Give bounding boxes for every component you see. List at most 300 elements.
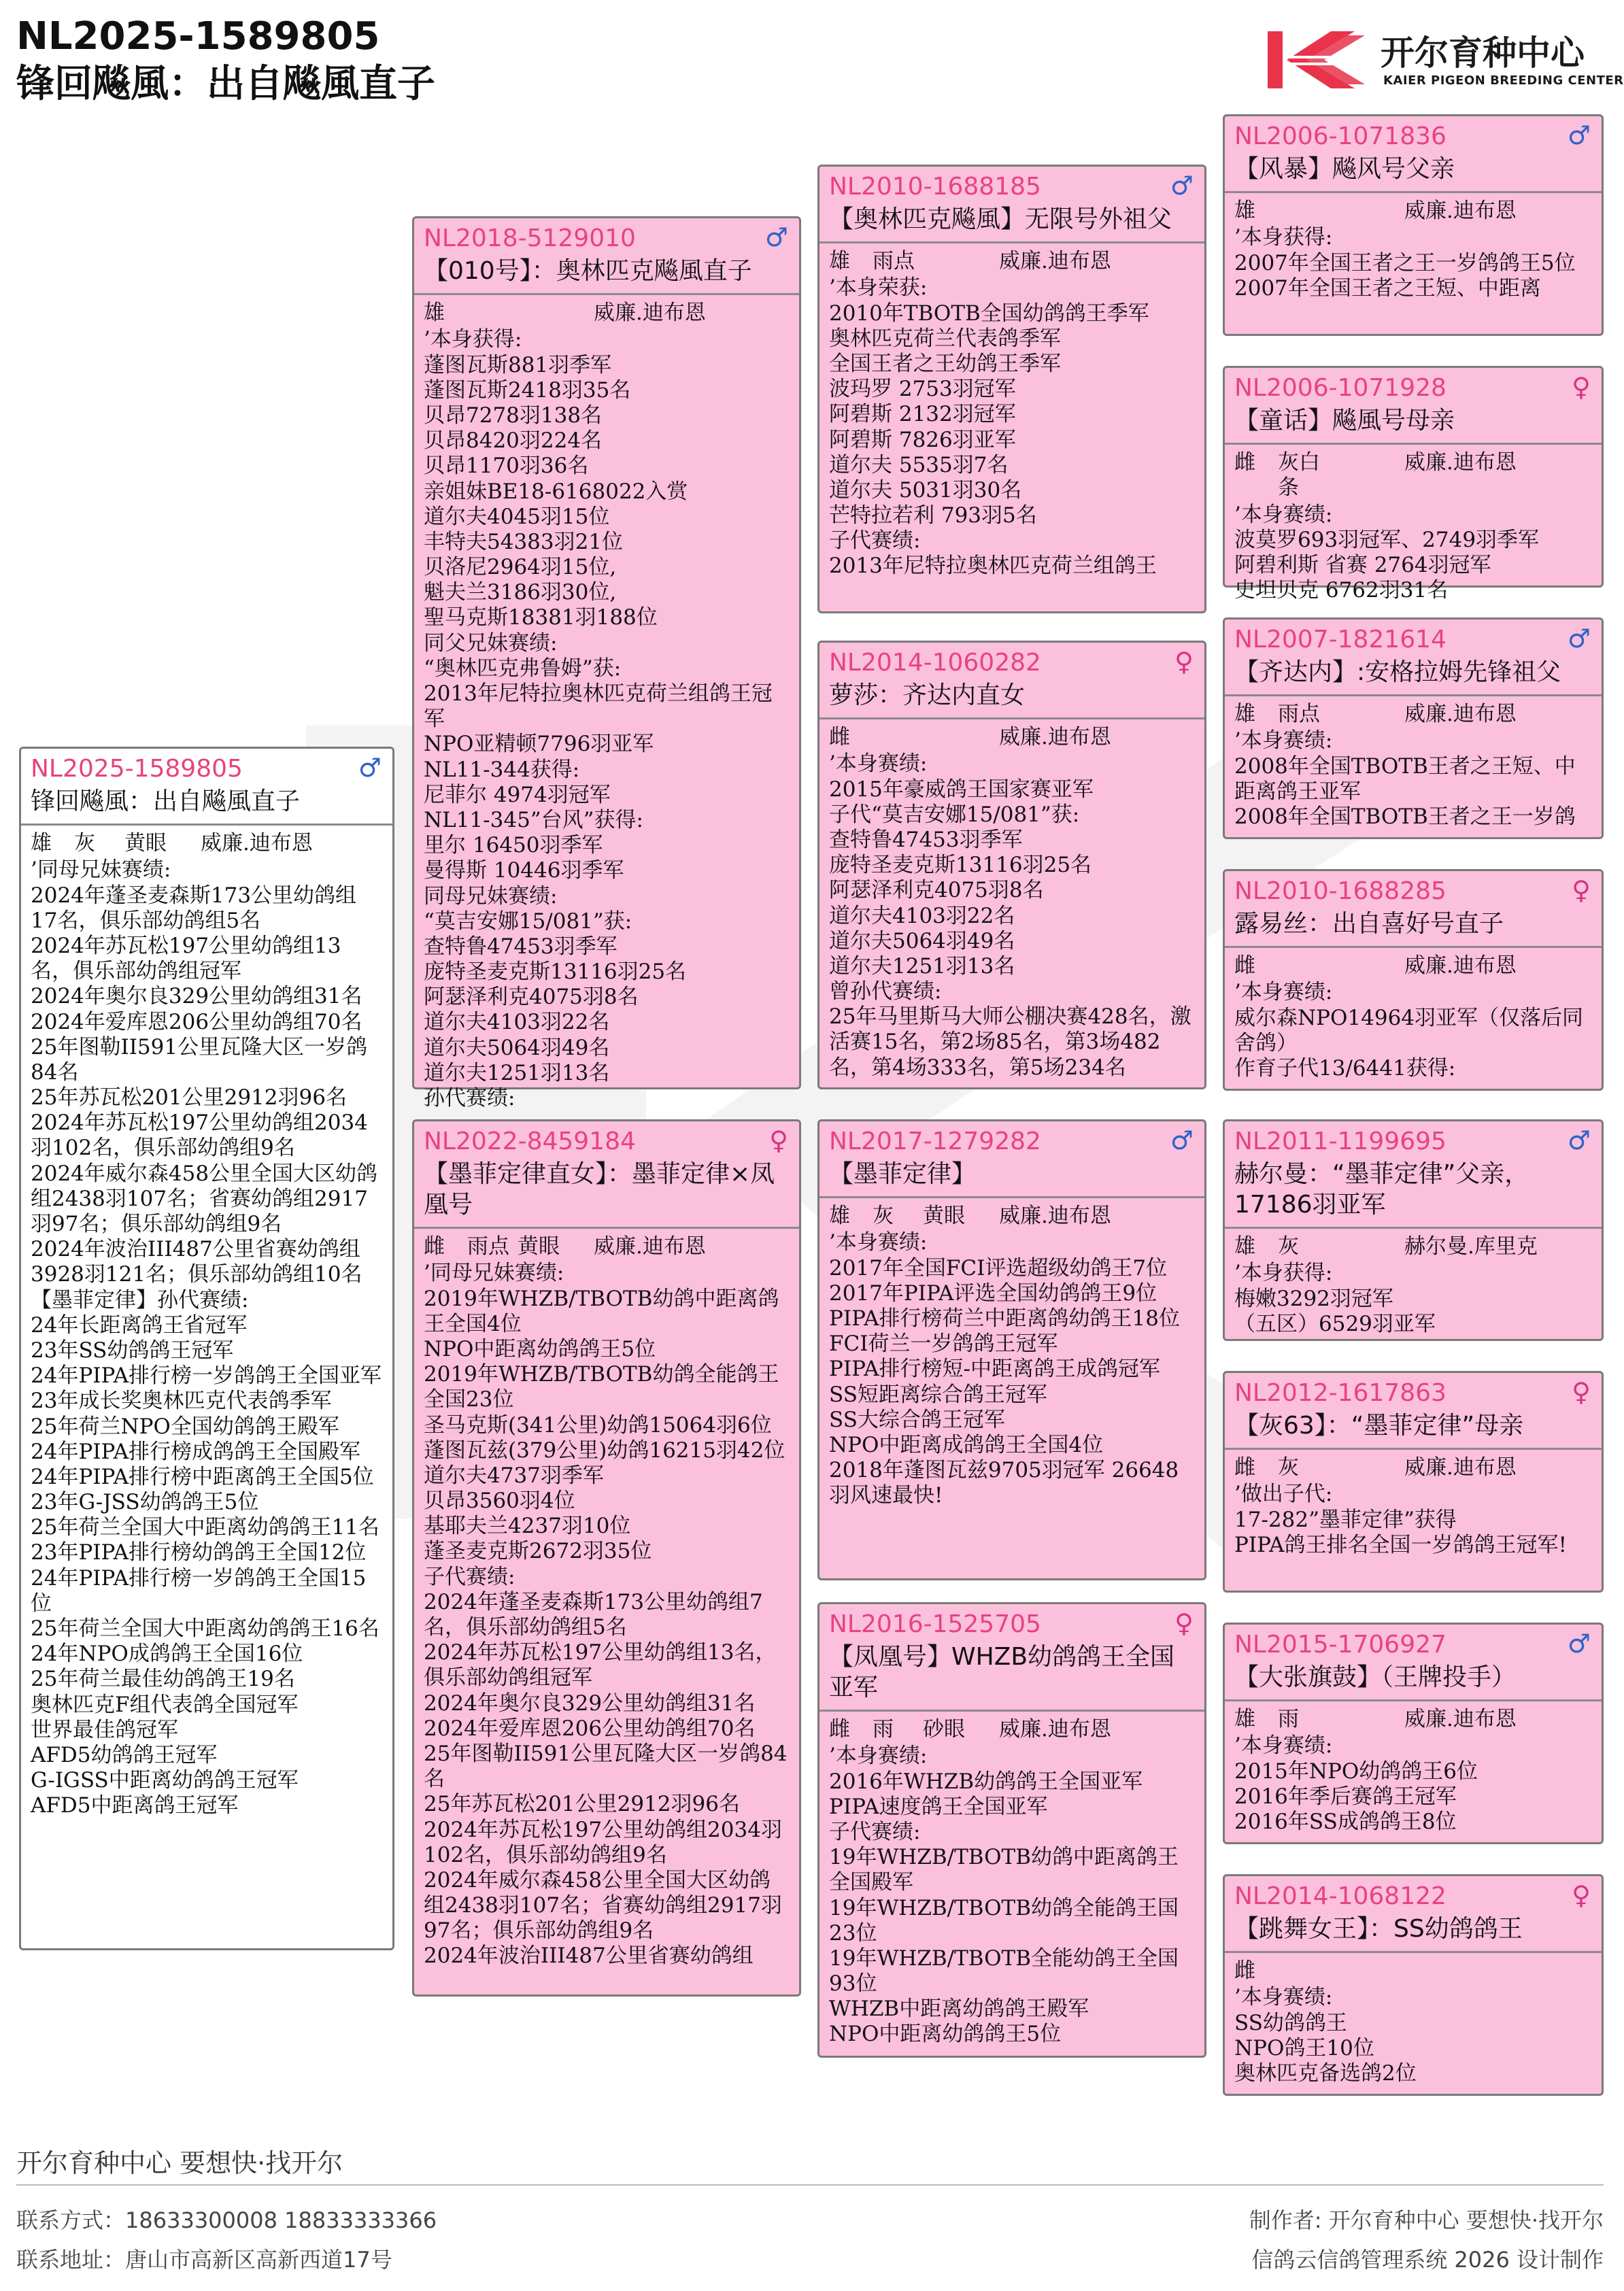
female-icon: ♀ <box>1174 1608 1194 1638</box>
record-line: ’本身赛绩: <box>1234 502 1333 527</box>
attr-2 <box>1328 450 1404 500</box>
record-line: 25年苏瓦松201公里2912羽96名 <box>31 1085 347 1110</box>
record-line: 蓬圣麦克斯2672羽35位 <box>424 1539 652 1564</box>
footer-contact <box>16 2203 437 2235</box>
record-line: 25年图勒II591公里瓦隆大区一岁鸽84名 <box>424 1741 788 1792</box>
record-line: 子代赛绩: <box>424 1564 515 1589</box>
record-line: 聖马克斯18381羽188位 <box>424 605 658 630</box>
record-line: 2018年蓬图瓦兹9705羽冠军 26648羽风速最快! <box>829 1458 1179 1508</box>
pigeon-attributes <box>829 1717 1195 1742</box>
ring-number-text: NL2016-1525705 <box>829 1610 1041 1638</box>
record-line: 同父兄妹赛绩: <box>424 630 558 656</box>
record-line: 2024年蓬圣麦森斯173公里幼鸽组17名，俱乐部幼鸽组5名 <box>31 883 357 933</box>
card-header <box>819 1604 1204 1712</box>
card-body <box>819 719 1204 1086</box>
male-icon: ♂ <box>1567 624 1591 654</box>
attr-1: 灰白条 <box>1278 450 1320 500</box>
pigeon-attributes <box>1234 450 1592 500</box>
attr-3: 威廉.迪布恩 <box>201 831 313 856</box>
record-line: 24年PIPA排行榜成鸽鸽王全国殿军 <box>31 1439 360 1464</box>
card-sire-dam[interactable] <box>817 641 1206 1089</box>
record-line: 里尔 16450羽季军 <box>424 833 603 858</box>
attr-1: 灰 <box>74 831 95 856</box>
record-line: 贝昂8420羽224名 <box>424 428 603 454</box>
attr-2 <box>1328 1707 1404 1732</box>
card-header <box>1225 368 1602 445</box>
record-line: ’本身获得: <box>1234 1261 1333 1286</box>
ring-number <box>829 172 1195 201</box>
attr-3: 威廉.迪布恩 <box>594 1234 706 1259</box>
record-line: ’本身赛绩: <box>1234 1733 1333 1759</box>
pigeon-attributes <box>1234 1234 1592 1259</box>
ring-number-text: NL2014-1068122 <box>1234 1882 1447 1910</box>
record-line: 蓬图瓦斯881羽季军 <box>424 352 612 377</box>
record-line: 2016年WHZB幼鸽鸽王全国亚军 <box>829 1769 1143 1794</box>
card-header <box>1225 1121 1602 1229</box>
pigeon-name: 赫尔曼：“墨菲定律”父亲，17186羽亚军 <box>1234 1160 1529 1219</box>
record-line: 基耶夫兰4237羽10位 <box>424 1514 631 1539</box>
card-dss[interactable] <box>1223 1119 1604 1341</box>
record-line: 同母兄妹赛绩: <box>424 883 558 909</box>
pigeon-attributes <box>829 249 1195 274</box>
male-icon: ♂ <box>1567 1629 1591 1659</box>
attr-3: 威廉.迪布恩 <box>1404 1707 1517 1732</box>
male-icon: ♂ <box>358 753 382 783</box>
record-line: NPO中距离成鸽鸽王全国4位 <box>829 1432 1104 1457</box>
record-line: 道尔夫5064羽49名 <box>829 928 1015 953</box>
card-body <box>819 1198 1204 1514</box>
record-line: 波玛罗 2753羽冠军 <box>829 377 1016 402</box>
attr-0: 雄 <box>1234 199 1255 224</box>
record-line: 2024年苏瓦松197公里幼鸽组2034羽102名，俱乐部幼鸽组9名 <box>424 1817 782 1867</box>
record-line: G-IGSS中距离幼鸽鸽王冠军 <box>31 1768 299 1793</box>
attr-1 <box>1278 199 1328 224</box>
card-sss[interactable] <box>1223 114 1604 336</box>
record-line: NPO中距离幼鸽鸽王5位 <box>424 1336 656 1361</box>
contact-label: 联系方式： <box>16 2207 126 2233</box>
card-header <box>1225 116 1602 193</box>
pigeon-name: 【大张旗鼓】（王牌投手） <box>1234 1663 1517 1692</box>
card-body <box>819 1712 1204 2052</box>
attr-0: 雌 <box>829 725 850 750</box>
record-line: 2017年PIPA评选全国幼鸽鸽王9位 <box>829 1280 1157 1306</box>
record-line: “奥林匹克弗鲁姆”获: <box>424 656 622 681</box>
ring-number-text: NL2010-1688185 <box>829 173 1041 201</box>
record-line: 19年WHZB/TBOTB幼鸽全能鸽王国23位 <box>829 1895 1179 1946</box>
record-line: 2008年全国TBOTB王者之王一岁鸽 <box>1234 804 1576 829</box>
record-line: 25年荷兰NPO全国幼鸽鸽王殿军 <box>31 1414 339 1439</box>
record-line: 24年PIPA排行榜一岁鸽鸽王全国15位 <box>31 1565 367 1616</box>
card-subject[interactable] <box>19 747 394 1950</box>
record-line: NL11-345”台风”获得: <box>424 807 643 832</box>
attr-0: 雌 <box>1234 1958 1255 1984</box>
record-line: 2007年全国王者之王一岁鸽鸽王5位 <box>1234 250 1576 275</box>
attr-0: 雄 <box>31 831 52 856</box>
ring-number <box>829 648 1195 677</box>
card-header <box>414 218 799 295</box>
record-line: 孙代赛绩: <box>424 1086 515 1110</box>
record-line: ’本身赛绩: <box>829 751 928 777</box>
ring-number-text: NL2007-1821614 <box>1234 626 1447 654</box>
attr-1 <box>1278 953 1328 979</box>
record-line: 2019年WHZB/TBOTB幼鸽中距离鸽王全国4位 <box>424 1286 779 1336</box>
address-value: 唐山市高新区高新西道17号 <box>125 2247 392 2273</box>
record-line: 24年PIPA排行榜中距离鸽王全国5位 <box>31 1464 374 1489</box>
record-line: 2024年威尔森458公里全国大区幼鸽组2438羽107名；省赛幼鸽组2917羽97名；俱乐部幼鸽组9名 <box>424 1867 782 1944</box>
ring-number-text: NL2011-1199695 <box>1234 1127 1447 1155</box>
record-line: 25年图勒II591公里瓦隆大区一岁鸽84名 <box>31 1034 368 1085</box>
record-line: 曾孙代赛绩: <box>829 979 942 1004</box>
record-line: 子代赛绩: <box>829 1819 921 1844</box>
attr-2 <box>923 249 999 274</box>
record-line: ’本身赛绩: <box>829 1230 928 1255</box>
pigeon-attributes <box>424 1234 790 1259</box>
male-icon: ♂ <box>764 222 788 252</box>
record-line: 道尔夫4103羽22名 <box>424 1010 610 1035</box>
attr-3: 威廉.迪布恩 <box>1404 1455 1517 1480</box>
contact-value[interactable]: 18633300008 18833333366 <box>125 2207 437 2233</box>
record-line: 2013年尼特拉奥林匹克荷兰组鸽王冠军 <box>424 681 773 732</box>
record-line: “莫吉安娜15/081”获: <box>424 909 632 934</box>
card-header <box>1225 871 1602 948</box>
pigeon-name: 【灰63】：“墨菲定律”母亲 <box>1234 1412 1524 1440</box>
attr-1: 灰 <box>1278 1234 1299 1259</box>
ring-number <box>424 224 790 253</box>
record-line: 波莫罗693羽冠军、2749羽季军 <box>1234 527 1540 552</box>
record-line: 查特鲁47453羽季军 <box>829 827 1023 852</box>
pigeon-name: 萝莎：齐达内直女 <box>829 681 1026 710</box>
record-line: 尼菲尔 4974羽冠军 <box>424 782 611 807</box>
pigeon-name: 【童话】飚風号母亲 <box>1234 407 1455 435</box>
record-line: 2013年尼特拉奥林匹克荷兰组鸽王 <box>829 554 1157 579</box>
record-line: SS短距离综合鸽王冠军 <box>829 1382 1047 1407</box>
card-header <box>414 1121 799 1229</box>
record-line: 道尔夫5064羽49名 <box>424 1035 610 1060</box>
attr-3 <box>1404 1958 1540 1984</box>
attr-0: 雄 <box>1234 1707 1255 1732</box>
card-dam[interactable] <box>412 1119 801 1997</box>
record-line: 2007年全国王者之王短、中距离 <box>1234 275 1541 301</box>
pigeon-name: 【010号】：奥林匹克飚風直子 <box>424 257 752 286</box>
record-line: 2015年NPO幼鸽鸽王6位 <box>1234 1759 1478 1784</box>
record-line: NL11-344获得: <box>424 757 580 782</box>
record-line: ’本身赛绩: <box>1234 980 1333 1005</box>
card-dsd[interactable] <box>1223 1371 1604 1593</box>
record-line: 2016年季后赛鸽王冠军 <box>1234 1784 1457 1809</box>
attr-3: 威廉.迪布恩 <box>999 249 1111 274</box>
card-ddd[interactable] <box>1223 1874 1604 2096</box>
record-line: 25年荷兰全国大中距离幼鸽鸽王11名 <box>31 1515 379 1540</box>
page-subtitle: 锋回飚風：出自飚風直子 <box>16 62 435 106</box>
pigeon-attributes <box>829 725 1195 750</box>
male-icon: ♂ <box>1567 120 1591 150</box>
ring-number <box>31 754 383 783</box>
record-line: 2024年蓬圣麦森斯173公里幼鸽组7名，俱乐部幼鸽组5名 <box>424 1589 763 1640</box>
card-sire-sire[interactable] <box>817 165 1206 613</box>
record-line: SS幼鸽鸽王 <box>1234 2010 1347 2035</box>
record-line: 威尔森NPO14964羽亚军（仅落后同舍鸽） <box>1234 1005 1584 1055</box>
attr-1: 灰 <box>873 1204 894 1229</box>
record-line: 2024年苏瓦松197公里幼鸽组2034羽102名，俱乐部幼鸽组9名 <box>31 1110 368 1161</box>
record-line: 庞特圣麦克斯13116羽25名 <box>424 960 687 985</box>
ring-number <box>1234 373 1592 403</box>
record-line: 24年长距离鸽王省冠军 <box>31 1312 248 1338</box>
logo-english: KAIER PIGEON BREEDING CENTER <box>1383 73 1624 88</box>
card-dam-dam[interactable] <box>817 1602 1206 2058</box>
record-line: 圣马克斯(341公里)幼鸽15064羽6位 <box>424 1412 772 1438</box>
ring-number <box>1234 1630 1592 1659</box>
card-sire[interactable] <box>412 216 801 1110</box>
pigeon-attributes <box>1234 199 1592 224</box>
ring-number-text: NL2006-1071836 <box>1234 122 1447 150</box>
record-line: AFD5幼鸽鸽王冠军 <box>31 1742 218 1767</box>
pigeon-attributes <box>1234 702 1592 727</box>
card-body <box>1225 1229 1602 1342</box>
record-line: ’做出子代: <box>1234 1482 1333 1507</box>
record-line: 阿碧斯 2132羽冠军 <box>829 402 1016 427</box>
pigeon-name: 【齐达内】:安格拉姆先锋祖父 <box>1234 658 1561 687</box>
attr-2: 砂眼 <box>923 1717 965 1742</box>
record-line: 奥林匹克荷兰代表鸽季军 <box>829 326 1061 351</box>
attr-3: 威廉.迪布恩 <box>999 1717 1111 1742</box>
record-line: 丰特夫54383羽21位 <box>424 529 624 554</box>
record-line: 2010年TBOTB全国幼鸽鸽王季军 <box>829 301 1149 326</box>
attr-2 <box>1328 1234 1404 1259</box>
footer-maker: 制作者: 开尔育种中心 要想快·找开尔 <box>1249 2207 1604 2233</box>
card-body <box>21 826 392 1824</box>
attr-2 <box>1328 199 1404 224</box>
record-line: 魁夫兰3186羽30位, <box>424 580 617 605</box>
record-line: 芒特拉若利 793羽5名 <box>829 503 1037 528</box>
card-body <box>1225 193 1602 307</box>
logo-name: 开尔育种中心 <box>1381 33 1585 73</box>
record-line: 曼得斯 10446羽季军 <box>424 858 624 883</box>
record-line: 贝昂3560羽4位 <box>424 1489 575 1514</box>
female-icon: ♀ <box>769 1125 788 1155</box>
attr-1: 雨 <box>873 1717 894 1742</box>
pigeon-name: 【奥林匹克飚風】无限号外祖父 <box>829 205 1172 234</box>
footer-system: 信鸽云信鸽管理系统 2026 设计制作 <box>1251 2247 1604 2273</box>
card-ssd[interactable] <box>1223 366 1604 603</box>
pigeon-attributes <box>1234 1455 1592 1480</box>
card-sdd[interactable] <box>1223 869 1604 1091</box>
record-line: 【墨菲定律】孙代赛绩: <box>31 1287 249 1312</box>
record-line: 2015年豪威鸽王国家赛亚军 <box>829 777 1094 802</box>
record-line: 2008年全国TBOTB王者之王短、中距离鸽王亚军 <box>1234 753 1576 804</box>
record-line: 道尔夫1251羽13名 <box>424 1060 610 1085</box>
pigeon-attributes <box>829 1204 1195 1229</box>
record-line: ’本身赛绩: <box>829 1744 928 1769</box>
record-line: 24年PIPA排行榜一岁鸽鸽王全国亚军 <box>31 1363 382 1389</box>
record-line: ’本身获得: <box>424 327 522 352</box>
record-line: 道尔夫4103羽22名 <box>829 903 1015 928</box>
record-line: 25年马里斯马大师公棚决赛428名，激活赛15名，第2场85名，第3场482名，第4场333名，第5场234名 <box>829 1004 1191 1080</box>
ring-number-text: NL2012-1617863 <box>1234 1379 1447 1407</box>
record-line: 23年G-JSS幼鸽鸽王5位 <box>31 1490 259 1515</box>
pigeon-attributes <box>31 831 383 856</box>
record-line: ’本身赛绩: <box>1234 1985 1333 2010</box>
attr-0: 雄 <box>1234 702 1255 727</box>
record-line: NPO中距离幼鸽鸽王5位 <box>829 2022 1062 2047</box>
attr-2 <box>1328 953 1404 979</box>
record-line: ’同母兄妹赛绩: <box>424 1261 564 1286</box>
record-line: 23年SS幼鸽鸽王冠军 <box>31 1338 234 1363</box>
attr-1: 雨点 <box>873 249 915 274</box>
card-body <box>1225 948 1602 1087</box>
pigeon-attributes <box>1234 1958 1592 1984</box>
ring-number-text: NL2017-1279282 <box>829 1127 1041 1155</box>
record-line: 蓬图瓦斯2418羽35名 <box>424 377 631 403</box>
record-line: ’本身荣获: <box>829 275 928 301</box>
female-icon: ♀ <box>1572 372 1591 402</box>
female-icon: ♀ <box>1572 875 1591 905</box>
ring-number <box>1234 122 1592 151</box>
attr-3: 威廉.迪布恩 <box>999 725 1111 750</box>
attr-1 <box>467 301 518 326</box>
card-header <box>21 749 392 826</box>
record-line: 17-282”墨菲定律”获得 <box>1234 1507 1457 1532</box>
record-line: PIPA排行榜荷兰中距离鸽幼鸽王18位 <box>829 1306 1180 1331</box>
ring-number <box>1234 1882 1592 1911</box>
address-label: 联系地址： <box>16 2247 126 2273</box>
record-line: 2024年苏瓦松197公里幼鸽组13名，俱乐部幼鸽组冠军 <box>424 1640 777 1691</box>
card-body <box>1225 1701 1602 1840</box>
record-line: 2024年奥尔良329公里幼鸽组31名 <box>31 984 362 1009</box>
card-header <box>1225 620 1602 696</box>
attr-0: 雄 <box>829 249 850 274</box>
record-line: 23年成长奖奥林匹克代表鸽季军 <box>31 1389 332 1414</box>
record-line: 23年PIPA排行榜幼鸽鸽王全国12位 <box>31 1540 367 1565</box>
female-icon: ♀ <box>1174 647 1194 677</box>
ring-number-text: NL2018-5129010 <box>424 224 636 252</box>
attr-1: 雨点 <box>467 1234 509 1259</box>
attr-0: 雄 <box>424 301 445 326</box>
attr-2: 黄眼 <box>518 1234 560 1259</box>
pigeon-name: 【墨菲定律】 <box>829 1160 977 1189</box>
card-body <box>1225 696 1602 835</box>
record-line: 道尔夫1251羽13名 <box>829 953 1015 979</box>
record-line: PIPA排行榜短-中距离鸽王成鸽冠军 <box>829 1357 1160 1382</box>
record-line: WHZB中距离幼鸽鸽王殿军 <box>829 1997 1089 2022</box>
record-line: NPO鸽王10位 <box>1234 2035 1374 2060</box>
card-header <box>1225 1373 1602 1450</box>
record-line: 世界最佳鸽冠军 <box>31 1717 178 1742</box>
record-line: 阿碧利斯 省赛 2764羽冠军 <box>1234 552 1491 577</box>
footer-brand: 开尔育种中心 要想快·找开尔 <box>16 2148 343 2178</box>
attr-3: 赫尔曼.库里克 <box>1404 1234 1538 1259</box>
attr-3: 威廉.迪布恩 <box>1404 953 1517 979</box>
attr-0: 雌 <box>1234 450 1255 475</box>
attr-3: 威廉.迪布恩 <box>999 1204 1111 1229</box>
record-line: 2019年WHZB/TBOTB幼鸽全能鸽王全国23位 <box>424 1362 779 1412</box>
ring-number-text: NL2014-1060282 <box>829 649 1041 677</box>
male-icon: ♂ <box>1567 1125 1591 1155</box>
attr-3: 威廉.迪布恩 <box>1404 450 1517 475</box>
pigeon-name: 【凤凰号】WHZB幼鸽鸽王全国亚军 <box>829 1643 1175 1702</box>
female-icon: ♀ <box>1572 1377 1591 1407</box>
card-body <box>819 243 1204 584</box>
ring-number <box>1234 1127 1592 1156</box>
record-line: 2024年波治III487公里省赛幼鸽组 <box>424 1944 754 1969</box>
record-line: ’同母兄妹赛绩: <box>31 858 171 883</box>
attr-1 <box>1278 1958 1328 1984</box>
record-line: 贝洛尼2964羽15位, <box>424 555 617 580</box>
attr-0: 雄 <box>829 1204 850 1229</box>
pigeon-name: 露易丝：出自喜好号直子 <box>1234 910 1504 938</box>
ring-number <box>424 1127 790 1156</box>
record-line: 2024年威尔森458公里全国大区幼鸽组2438羽107名；省赛幼鸽组2917羽97名；俱乐部幼鸽组9名 <box>31 1161 378 1236</box>
record-line: 道尔夫 5031羽30名 <box>829 477 1022 503</box>
attr-0: 雌 <box>1234 1455 1255 1480</box>
attr-3: 威廉.迪布恩 <box>1404 199 1517 224</box>
record-line: 阿瑟泽利克4075羽8名 <box>829 878 1044 903</box>
ring-number <box>1234 625 1592 654</box>
record-line: 贝昂7278羽138名 <box>424 403 603 428</box>
record-line: 阿碧斯 7826羽亚军 <box>829 427 1016 452</box>
record-line: PIPA鸽王排名全国一岁鸽鸽王冠军! <box>1234 1532 1567 1557</box>
footer-divider <box>16 2184 1604 2186</box>
card-header <box>819 1121 1204 1198</box>
record-line: 道尔夫 5535羽7名 <box>829 452 1009 477</box>
record-line: 查特鲁47453羽季军 <box>424 934 618 959</box>
ring-number-text: NL2015-1706927 <box>1234 1631 1447 1659</box>
record-line: 道尔夫4045羽15位 <box>424 504 610 529</box>
record-line: 奥林匹克备选鸽2位 <box>1234 2060 1417 2086</box>
card-dds[interactable] <box>1223 1623 1604 1844</box>
pigeon-name: 【风暴】飚风号父亲 <box>1234 155 1455 184</box>
card-dam-sire[interactable] <box>817 1119 1206 1580</box>
card-header <box>819 167 1204 243</box>
record-line: 24年NPO成鸽鸽王全国16位 <box>31 1642 303 1667</box>
attr-2 <box>1328 1958 1404 1984</box>
record-line: 子代“莫吉安娜15/081”获: <box>829 802 1080 827</box>
record-line: （五区）6529羽亚军 <box>1234 1311 1436 1336</box>
attr-0: 雄 <box>1234 1234 1255 1259</box>
record-line: 2017年全国FCI评选超级幼鸽王7位 <box>829 1255 1168 1280</box>
record-line: 蓬图瓦兹(379公里)幼鸽16215羽42位 <box>424 1438 785 1463</box>
attr-0: 雌 <box>424 1234 445 1259</box>
record-line: 梅嫩3292羽冠军 <box>1234 1286 1393 1311</box>
attr-1: 灰 <box>1278 1455 1299 1480</box>
ring-number-text: NL2022-8459184 <box>424 1127 636 1155</box>
card-sds[interactable] <box>1223 617 1604 839</box>
card-body <box>414 295 799 1117</box>
attr-0: 雌 <box>1234 953 1255 979</box>
attr-3: 威廉.迪布恩 <box>1404 702 1517 727</box>
record-line: 贝昂1170羽36名 <box>424 454 589 479</box>
record-line: 全国王者之王幼鸽王季军 <box>829 351 1061 376</box>
pigeon-attributes <box>1234 1707 1592 1732</box>
record-line: 19年WHZB/TBOTB幼鸽中距离鸽王全国殿军 <box>829 1845 1179 1895</box>
record-line: 道尔夫4737羽季军 <box>424 1463 604 1488</box>
brand-logo <box>1266 23 1624 98</box>
attr-2: 黄眼 <box>923 1204 965 1229</box>
footer-address <box>16 2243 392 2274</box>
record-line: 25年苏瓦松201公里2912羽96名 <box>424 1792 740 1817</box>
record-line: 2024年波治III487公里省赛幼鸽组3928羽121名；俱乐部幼鸽组10名 <box>31 1237 362 1287</box>
record-line: SS大综合鸽王冠军 <box>829 1407 1005 1432</box>
record-line: 2016年SS成鸽鸽王8位 <box>1234 1809 1457 1834</box>
attr-1: 雨 <box>1278 1707 1299 1732</box>
ring-number <box>829 1610 1195 1639</box>
pigeon-attributes <box>424 301 790 326</box>
male-icon: ♂ <box>1170 171 1194 201</box>
record-line: 2024年苏瓦松197公里幼鸽组13名，俱乐部幼鸽组冠军 <box>31 933 341 984</box>
pigeon-name: 锋回飚風：出自飚風直子 <box>31 787 301 816</box>
record-line: 奥林匹克F组代表鸽全国冠军 <box>31 1692 299 1717</box>
card-body <box>414 1229 799 1974</box>
record-line: AFD5中距离鸽王冠军 <box>31 1793 239 1818</box>
